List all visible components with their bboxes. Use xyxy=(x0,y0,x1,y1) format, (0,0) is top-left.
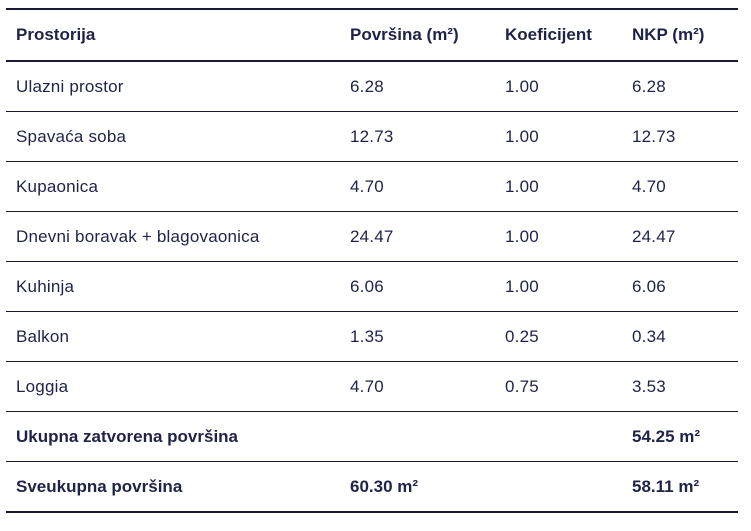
room-name: Ulazni prostor xyxy=(16,76,124,96)
closed-total-label: Ukupna zatvorena površina xyxy=(16,426,239,446)
grand-total-label: Sveukupna površina xyxy=(16,476,183,496)
header-nkp: NKP (m²) xyxy=(632,25,705,44)
grand-total-nkp: 58.11 m² xyxy=(632,476,700,496)
room-area: 12.73 xyxy=(350,126,394,146)
header-area: Površina (m²) xyxy=(350,25,459,44)
room-coefficient: 1.00 xyxy=(505,276,539,296)
header-coefficient: Koeficijent xyxy=(505,25,592,44)
room-name: Kuhinja xyxy=(16,276,75,296)
room-area: 6.28 xyxy=(350,76,384,96)
room-coefficient: 1.00 xyxy=(505,226,539,246)
room-nkp: 6.06 xyxy=(632,276,666,296)
room-name: Balkon xyxy=(16,326,70,346)
table-row xyxy=(6,62,738,112)
room-area-table xyxy=(6,8,738,513)
room-nkp: 0.34 xyxy=(632,326,666,346)
grand-total-area: 60.30 m² xyxy=(350,476,419,496)
room-nkp: 12.73 xyxy=(632,126,676,146)
closed-area-total-row xyxy=(6,412,738,462)
table-row xyxy=(6,112,738,162)
room-name: Loggia xyxy=(16,376,69,396)
grand-total-row xyxy=(6,462,738,513)
table-row xyxy=(6,212,738,262)
room-coefficient: 1.00 xyxy=(505,126,539,146)
header-room: Prostorija xyxy=(16,25,96,44)
room-coefficient: 1.00 xyxy=(505,76,539,96)
room-name: Dnevni boravak + blagovaonica xyxy=(16,226,260,246)
room-name: Kupaonica xyxy=(16,176,99,196)
table-row xyxy=(6,312,738,362)
room-nkp: 4.70 xyxy=(632,176,666,196)
closed-total-nkp: 54.25 m² xyxy=(632,426,701,446)
room-coefficient: 0.75 xyxy=(505,376,539,396)
room-area: 4.70 xyxy=(350,376,384,396)
room-name: Spavaća soba xyxy=(16,126,127,146)
room-nkp: 3.53 xyxy=(632,376,666,396)
room-coefficient: 0.25 xyxy=(505,326,539,346)
room-area: 4.70 xyxy=(350,176,384,196)
table-header-row xyxy=(6,10,738,62)
room-nkp: 24.47 xyxy=(632,226,676,246)
room-area: 24.47 xyxy=(350,226,394,246)
room-nkp: 6.28 xyxy=(632,76,666,96)
table-row xyxy=(6,262,738,312)
table-row xyxy=(6,362,738,412)
room-area: 6.06 xyxy=(350,276,384,296)
room-area: 1.35 xyxy=(350,326,384,346)
room-coefficient: 1.00 xyxy=(505,176,539,196)
table-row xyxy=(6,162,738,212)
